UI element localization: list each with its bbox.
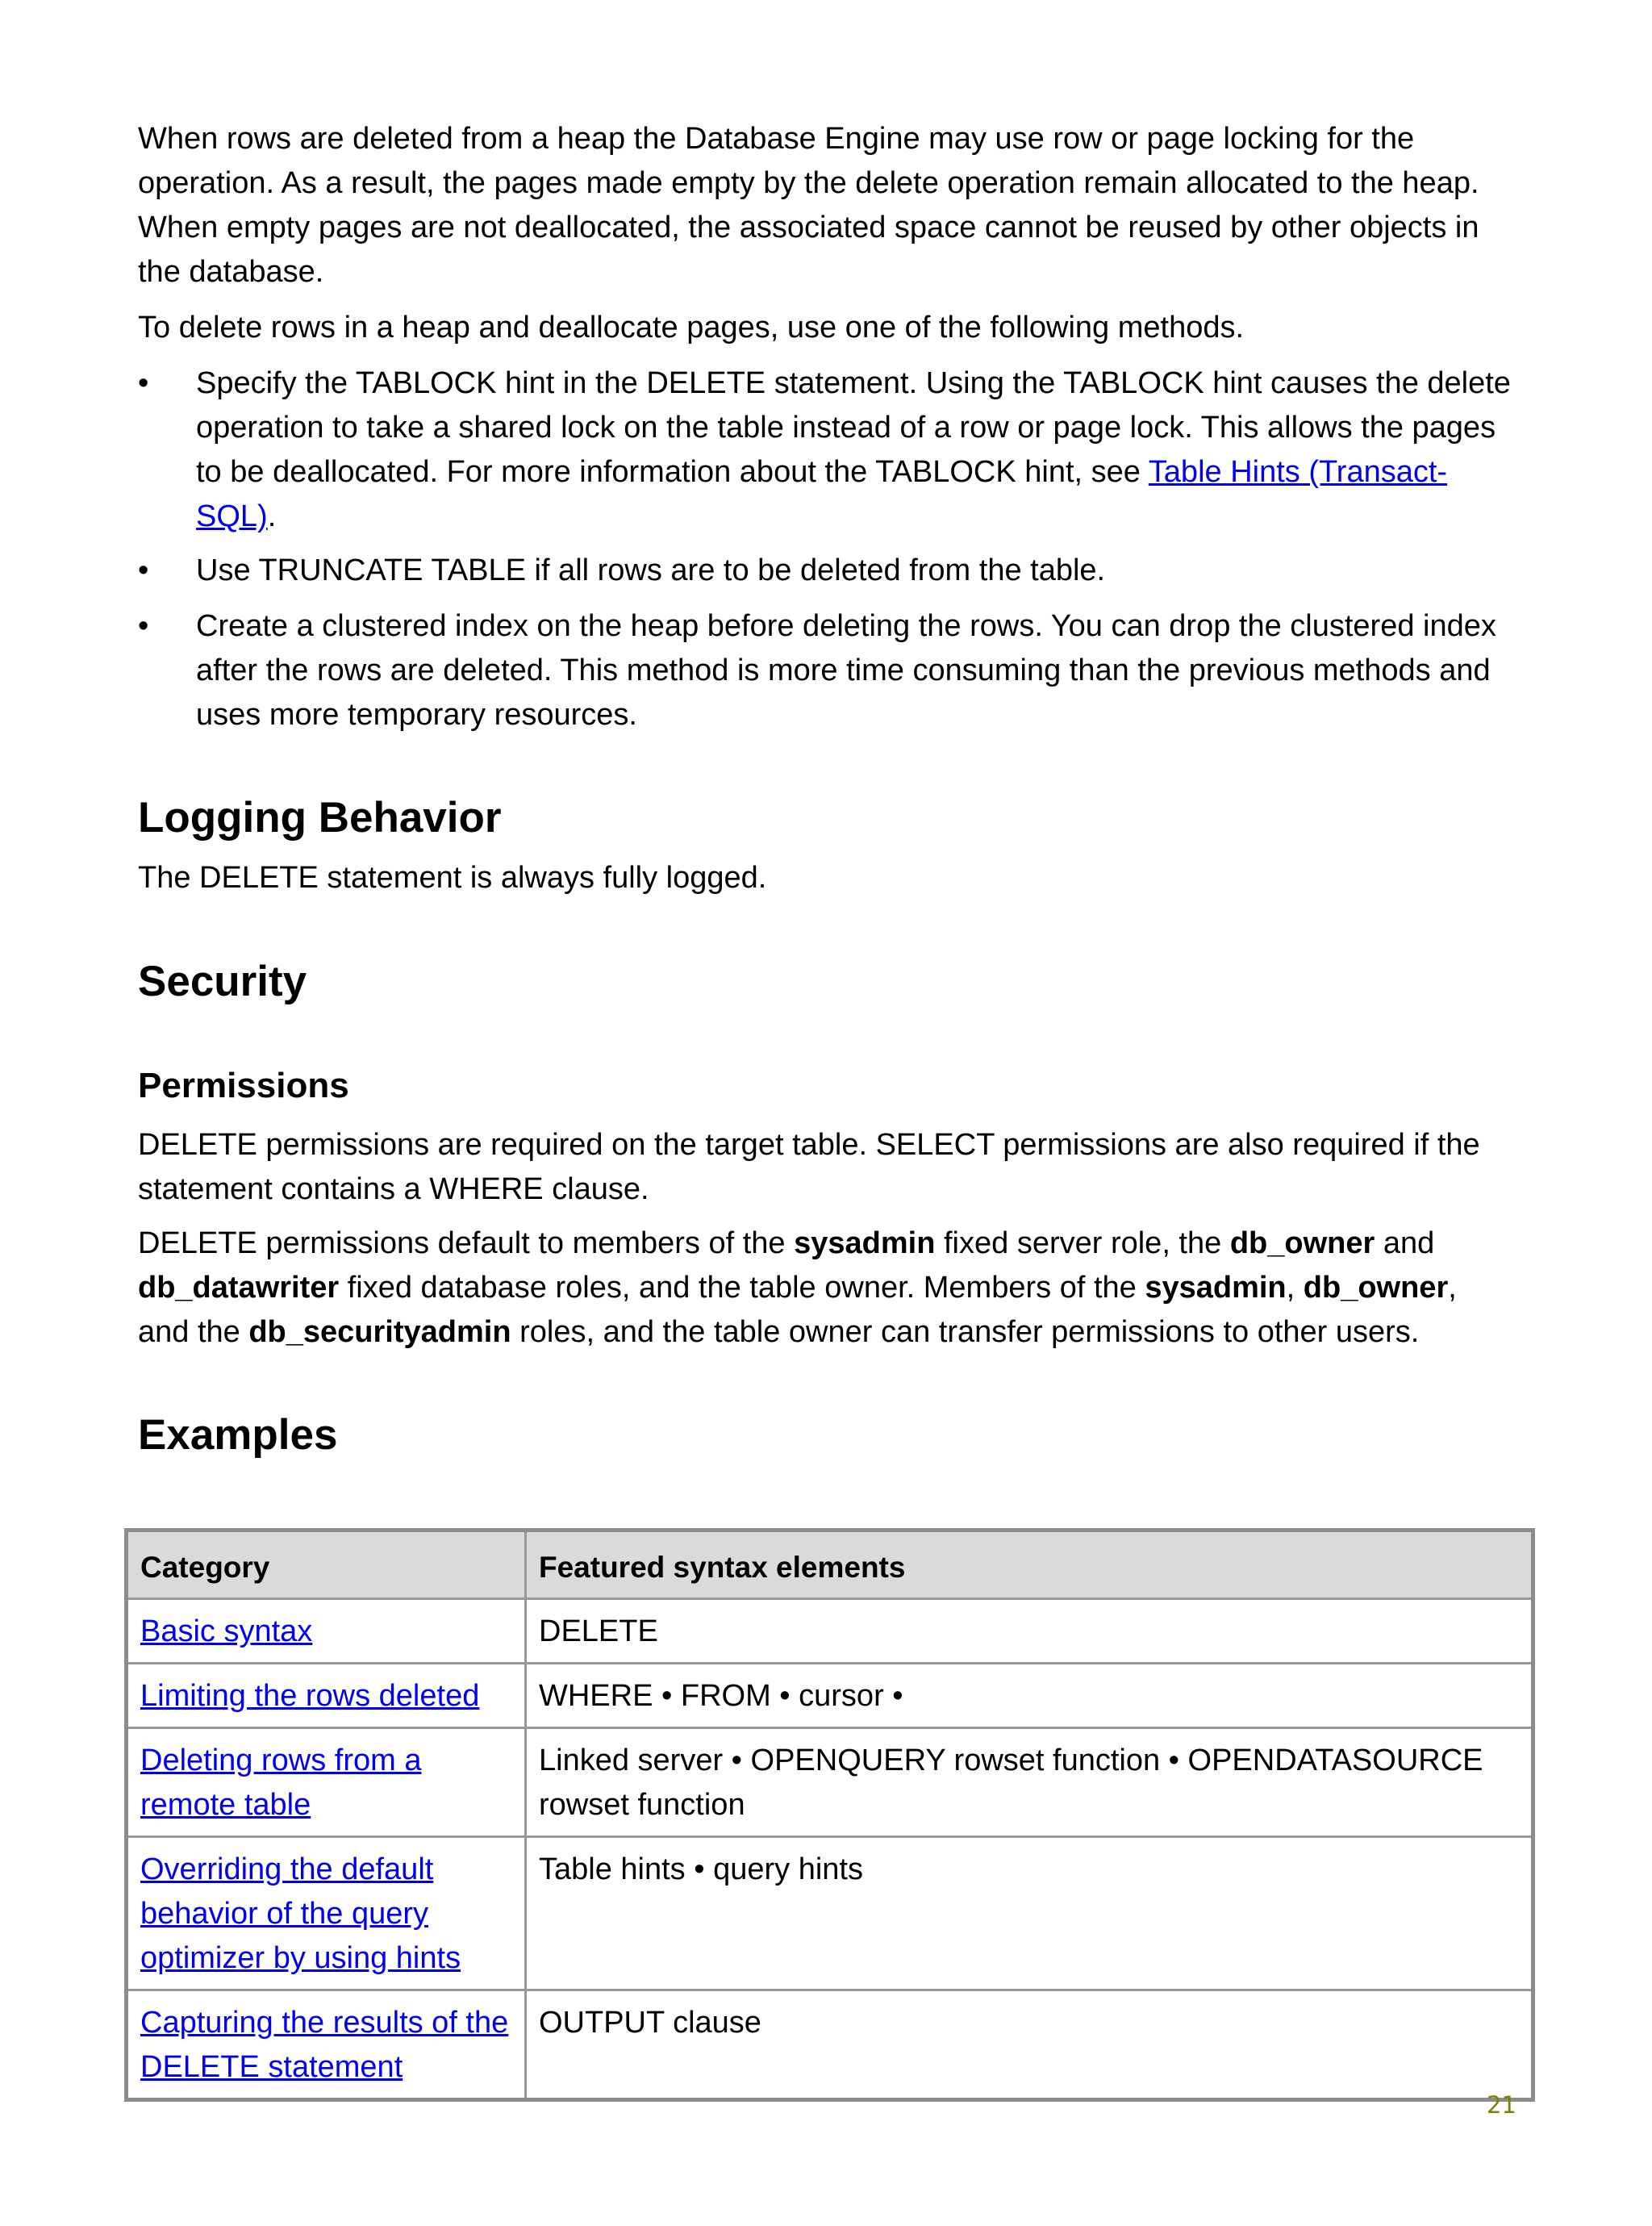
column-header-category: Category [127, 1531, 526, 1599]
column-header-elements: Featured syntax elements [526, 1531, 1533, 1599]
syntax-elements: OUTPUT clause [526, 1990, 1533, 2100]
example-link[interactable]: Overriding the default behavior of the query optimizer by using hints [140, 1852, 461, 1975]
page-number: 21 [1487, 2091, 1516, 2119]
permissions-heading: Permissions [138, 1066, 349, 1105]
logging-heading: Logging Behavior [138, 794, 502, 842]
bullet-icon: • [138, 553, 149, 587]
bullet-icon: • [138, 366, 149, 400]
methods-intro: To delete rows in a heap and deallocate pages, use one of the following methods. [138, 311, 1245, 345]
logging-text: The DELETE statement is always fully logged. [138, 861, 767, 895]
example-link[interactable]: Limiting the rows deleted [140, 1679, 480, 1713]
syntax-elements: Linked server • OPENQUERY rowset function • OPENDATASOURCE rowset function [526, 1728, 1533, 1837]
security-heading: Security [138, 958, 307, 1005]
permissions-defaults-paragraph: DELETE permissions default to members of the sysadmin fixed server role, the db_owner and db_datawriter fixed database roles, and the table owner. Members of the sysadmin, db_owner, and the db_securityadmin roles, and the table owner can transfer permissions to other users. [138, 1226, 1457, 1349]
table-header-row [127, 1531, 1533, 1599]
table-row [127, 1728, 1533, 1837]
bullet-text: Create a clustered index on the heap before deleting the rows. You can drop the clustered index after the rows are deleted. This method is more time consuming than the previous methods and uses more temporary resources. [196, 609, 1496, 732]
table-row [127, 1990, 1533, 2100]
syntax-elements: WHERE • FROM • cursor • [526, 1664, 1533, 1728]
table-hints-link[interactable]: Table Hints (Transact-SQL) [196, 455, 1448, 533]
bullet-icon: • [138, 609, 149, 643]
examples-table [124, 1528, 1535, 2102]
intro-paragraph: When rows are deleted from a heap the Database Engine may use row or page locking for the operation. As a result, the pages made empty by the delete operation remain allocated to the heap. When empty pages are not deallocated, the associated space cannot be reused by other objects in the database. [138, 122, 1479, 289]
syntax-elements: DELETE [526, 1599, 1533, 1664]
example-link[interactable]: Basic syntax [140, 1614, 313, 1648]
bullet-text: Specify the TABLOCK hint in the DELETE statement. Using the TABLOCK hint causes the delete operation to take a shared lock on the table instead of a row or page lock. This allows the pages to be deallocated. For more information about the TABLOCK hint, see [196, 366, 1511, 489]
table-row [127, 1837, 1533, 1990]
syntax-elements: Table hints • query hints [526, 1837, 1533, 1990]
example-link[interactable]: Deleting rows from a remote table [140, 1744, 422, 1822]
table-row [127, 1599, 1533, 1664]
example-link[interactable]: Capturing the results of the DELETE statement [140, 2006, 509, 2084]
bullet-text-end: . [267, 499, 277, 533]
table-row [127, 1664, 1533, 1728]
bullet-text: Use TRUNCATE TABLE if all rows are to be deleted from the table. [196, 553, 1106, 587]
permissions-paragraph: DELETE permissions are required on the target table. SELECT permissions are also required if the statement contains a WHERE clause. [138, 1128, 1480, 1206]
examples-heading: Examples [138, 1411, 338, 1459]
